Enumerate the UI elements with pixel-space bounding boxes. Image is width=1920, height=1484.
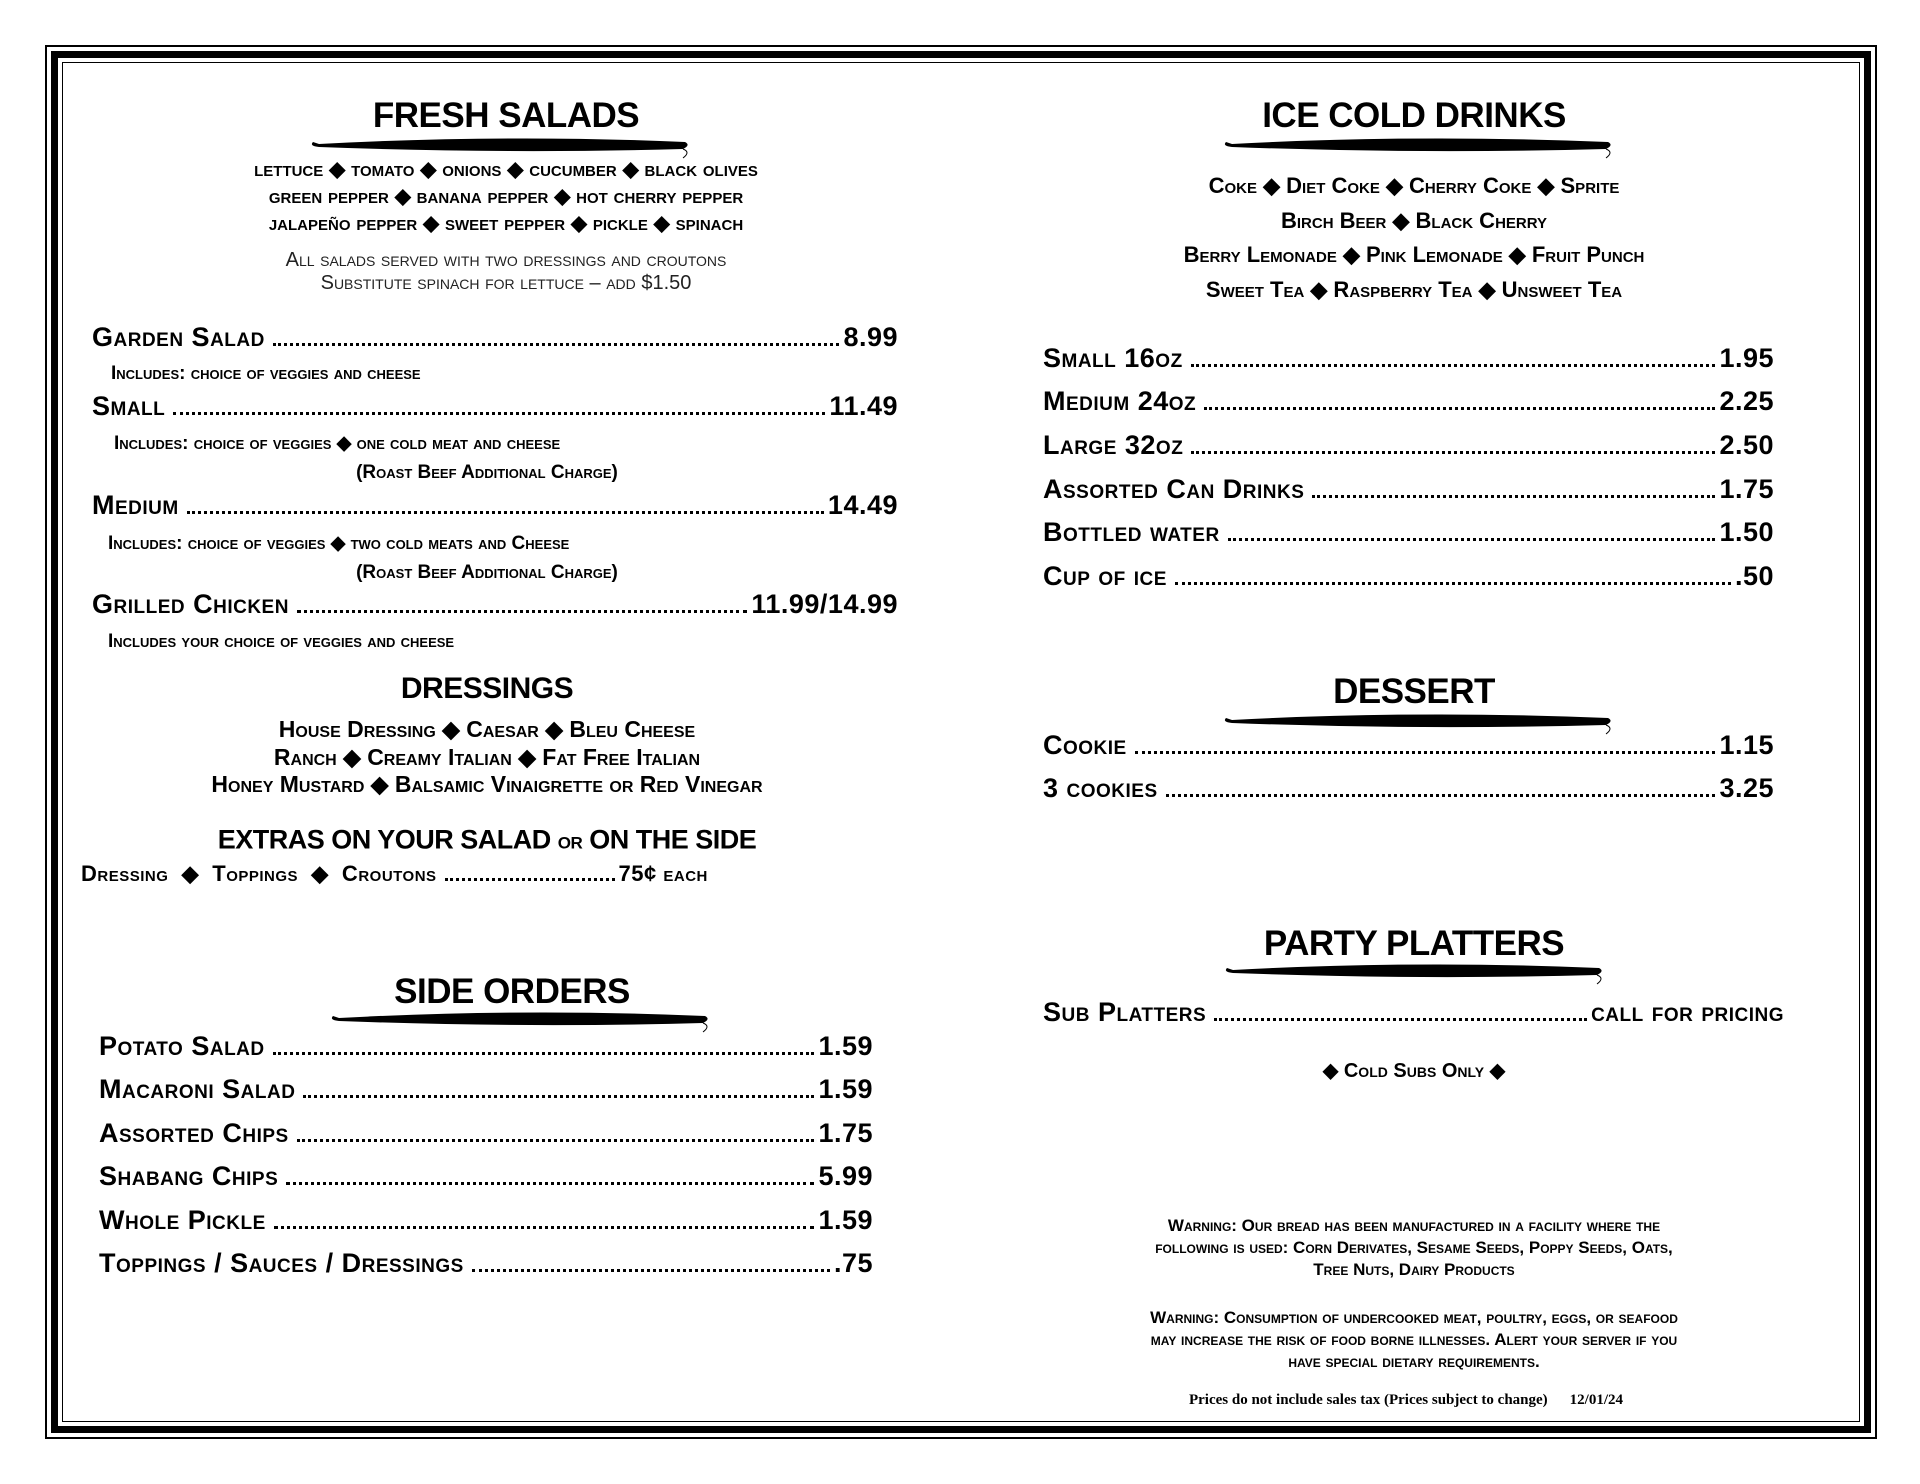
extras-row [81,861,866,893]
extras-heading [218,825,757,856]
item-description: Includes: choice of veggies and cheese [111,363,421,384]
extras-title-end: ON THE SIDE [589,824,757,855]
warning-line: following is used: Corn Derivates, Sesame Seeds, Poppy Seeds, Oats, [1155,1238,1673,1257]
drink-line: Birch Beer ◆ Black Cherry [1280,207,1548,233]
dot-leader [1204,407,1715,410]
item-price: 1.15 [1719,730,1774,760]
dot-leader [303,1095,814,1098]
item-price: 2.50 [1719,430,1774,460]
dot-leader [286,1182,814,1185]
warning-line: Warning: Our bread has been manufactured in a facility where the [1167,1216,1661,1235]
item-price: 1.75 [818,1118,873,1148]
dot-leader [1191,451,1715,454]
item-name: Cookie [1043,730,1127,760]
dressing-line: House Dressing ◆ Caesar ◆ Bleu Cheese [278,716,696,742]
salad-notes [286,249,727,295]
tax-note: Prices do not include sales tax (Prices subject to change) [1188,1392,1548,1408]
item-name: Dressing ◆ Toppings ◆ Croutons [81,861,437,886]
item-name: Shabang Chips [99,1161,279,1191]
item-name: Potato Salad [99,1031,265,1061]
item-price: 3.25 [1719,773,1774,803]
item-name: Cup of ice [1043,561,1167,591]
item-price: .50 [1734,561,1774,591]
dot-leader [1191,364,1716,367]
salad-note: All salads served with two dressings and croutons [285,249,727,271]
dressings-list [211,716,762,799]
menu-item-row [92,490,898,522]
item-description: Includes: choice of veggies ◆ one cold meat and cheese [114,433,561,454]
extras-or: or [557,827,583,855]
menu-item-row [99,1205,873,1237]
menu-item-row [1043,474,1774,506]
item-name: Small [92,391,166,421]
menu-item-row [1043,430,1774,462]
menu-item-row [99,1161,873,1193]
dot-leader [1135,751,1716,754]
item-name: Large 32oz [1043,430,1184,460]
menu-item-row [1043,343,1774,375]
menu-item-row [99,1074,873,1106]
dot-leader [273,1052,815,1055]
extras-title: EXTRAS ON YOUR SALAD [217,824,551,855]
fresh-salads-heading: FRESH SALADS [372,96,640,135]
veggie-line: lettuce ◆ tomato ◆ onions ◆ cucumber ◆ black olives [254,158,758,181]
item-price: 14.49 [827,490,898,520]
menu-item-row [99,1031,873,1063]
item-description: (Roast Beef Additional Charge) [356,562,618,583]
menu-date: 12/01/24 [1569,1392,1624,1408]
item-price: .75 [833,1248,873,1278]
item-price: 5.99 [818,1161,873,1191]
item-name: Sub Platters [1043,997,1207,1027]
salad-note: Substitute spinach for lettuce – add $1.50 [320,272,692,294]
item-name: Medium [92,490,179,520]
veggie-line: green pepper ◆ banana pepper ◆ hot cherry pepper [268,185,744,208]
menu-item-row [99,1118,873,1150]
dot-leader [274,1226,815,1229]
warning-line: Tree Nuts, Dairy Products [1313,1260,1515,1279]
item-description: (Roast Beef Additional Charge) [356,462,618,483]
dot-leader [1166,794,1716,797]
menu-item-row [1043,517,1774,549]
dot-leader [297,1139,815,1142]
dot-leader [187,511,824,514]
drink-line: Coke ◆ Diet Coke ◆ Cherry Coke ◆ Sprite [1208,173,1620,198]
menu-item-row [1043,730,1774,762]
veggie-line: jalapeño pepper ◆ sweet pepper ◆ pickle ◆ spinach [268,212,744,235]
menu-item-row [1043,386,1774,418]
menu-item-row [92,391,898,423]
item-price: call for pricing [1591,997,1784,1027]
item-name: Macaroni Salad [99,1074,296,1104]
item-price: 1.59 [818,1074,873,1104]
dot-leader [472,1269,830,1272]
menu-item-row [1043,773,1774,805]
warning-line: may increase the risk of food borne illnesses. Alert your server if you [1150,1330,1678,1349]
item-name: Assorted Can Drinks [1043,474,1305,504]
menu-item-row [99,1248,873,1280]
swoosh-divider [1218,130,1618,160]
dot-leader [1214,1018,1587,1021]
item-name: Small 16oz [1043,343,1183,373]
menu-item-row [92,589,898,621]
dot-leader [1312,495,1715,498]
side-orders-heading: SIDE ORDERS [394,972,630,1011]
item-description: Includes your choice of veggies and cheese [108,631,455,652]
dot-leader [1228,538,1716,541]
menu-item-row [1043,997,1784,1029]
item-price: 8.99 [843,322,898,352]
item-name: Toppings / Sauces / Dressings [99,1248,464,1278]
salad-veggies [254,156,758,237]
dressing-line: Honey Mustard ◆ Balsamic Vinaigrette or Red Vinegar [211,771,763,797]
undercooked-warning [1150,1307,1678,1373]
dot-leader [297,610,747,613]
item-price: 1.59 [818,1205,873,1235]
allergen-warning [1155,1215,1673,1281]
dessert-heading: DESSERT [1333,672,1495,711]
item-price: 1.95 [1719,343,1774,373]
swoosh-divider [1219,956,1609,986]
menu-item-row [92,322,898,354]
drink-line: Sweet Tea ◆ Raspberry Tea ◆ Unsweet Tea [1205,276,1623,302]
warning-line: have special dietary requirements. [1288,1352,1540,1371]
item-price: 11.49 [829,391,898,421]
item-price: 11.99/14.99 [751,589,898,619]
price-disclaimer [1189,1392,1623,1409]
drink-line: Berry Lemonade ◆ Pink Lemonade ◆ Fruit Punch [1183,242,1645,267]
item-price: 2.25 [1719,386,1774,416]
item-name: Assorted Chips [99,1118,289,1148]
warning-line: Warning: Consumption of undercooked meat, poultry, eggs, or seafood [1150,1308,1678,1327]
item-name: 3 cookies [1043,773,1158,803]
dot-leader [273,343,840,346]
drinks-heading: ICE COLD DRINKS [1262,96,1566,135]
item-name: Grilled Chicken [92,589,289,619]
item-name: Whole Pickle [99,1205,266,1235]
swoosh-divider [325,1004,715,1034]
item-price: 1.59 [818,1031,873,1061]
item-name: Bottled water [1043,517,1220,547]
dressing-line: Ranch ◆ Creamy Italian ◆ Fat Free Italian [273,743,701,770]
item-name: Medium 24oz [1043,386,1197,416]
item-price: 1.75 [1719,474,1774,504]
drinks-list [1184,169,1645,307]
dressings-heading: DRESSINGS [400,672,574,705]
item-name: Garden Salad [92,322,265,352]
dot-leader [173,412,825,415]
item-price: 1.50 [1719,517,1774,547]
menu-item-row [1043,561,1774,593]
dot-leader [1175,582,1731,585]
item-description: Includes: choice of veggies ◆ two cold meats and Cheese [108,533,570,554]
item-price: 75¢ each [618,861,708,886]
party-platters-heading: PARTY PLATTERS [1263,924,1565,963]
cold-subs-note: ◆ Cold Subs Only ◆ [1322,1060,1506,1082]
